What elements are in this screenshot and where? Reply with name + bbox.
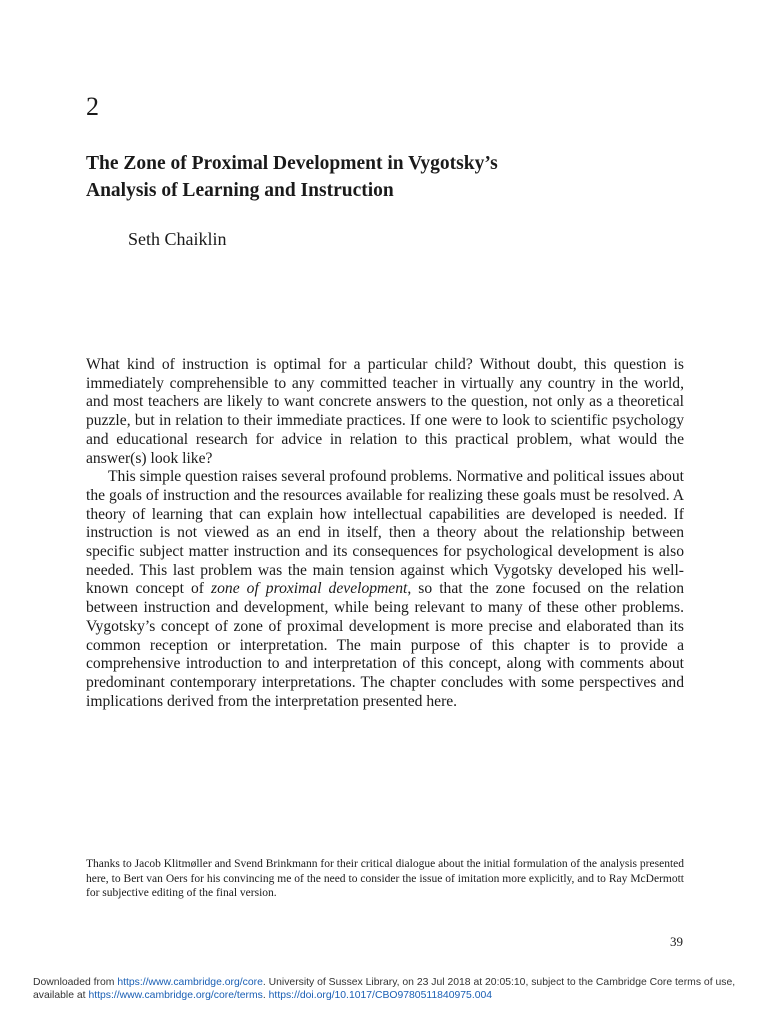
paragraph-1: What kind of instruction is optimal for a particular child? Without doubt, this question is immediately comprehensible to any committed teacher in virtually any country in the world, and most teachers are likely to want concrete answers to the question, not only as a theoretical puzzle, but in relation to their immediate practices. If one were to look to scientific psychology and educational research for advice in relation to this practical problem, what would the answer(s) look like?: [86, 356, 684, 467]
notice-middle: . University of Sussex Library, on 23 Jul 2018 at 20:05:10, subject to the Cambridge Core terms of use, available at: [33, 977, 736, 1001]
zpd-term-italic: zone of proximal development: [211, 580, 408, 598]
author-name: Seth Chaiklin: [128, 229, 227, 249]
page-number: 39: [670, 934, 683, 949]
paragraph-2: [86, 468, 684, 711]
paragraph-2-part-a: This simple question raises several profound problems. Normative and political issues about the goals of instruction and the resources available for realizing these goals must be resolved. A theory of learning that can explain how intellectual capabilities are developed is needed. If instruction is not viewed as an end in itself, then a theory about the relationship between specific subject matter instruction and its consequences for psychological development is also needed. This last problem was the main tension against which Vygotsky developed his well-known concept of: [86, 468, 684, 598]
chapter-number: 2: [86, 92, 99, 121]
paragraph-2-part-b: , so that the zone focused on the relation between instruction and development, while being relevant to many of these other problems. Vygotsky’s concept of zone of proximal development is more precise and elaborated than its common reception or interpretation. The main purpose of this chapter is to provide a comprehensive introduction to and interpretation of this concept, along with comments about predominant contemporary interpretations. The chapter concludes with some perspectives and implications derived from the interpretation presented here.: [86, 580, 685, 710]
notice-prefix: Downloaded from: [33, 977, 118, 988]
chapter-title-line-2: Analysis of Learning and Instruction: [86, 180, 394, 201]
download-notice: [33, 976, 743, 1002]
cambridge-core-link[interactable]: https://www.cambridge.org/core: [117, 977, 263, 988]
chapter-title-line-1: The Zone of Proximal Development in Vygotsky’s: [86, 153, 498, 174]
acknowledgement-footnote: Thanks to Jacob Klitmøller and Svend Brinkmann for their critical dialogue about the initial formulation of the analysis presented here, to Bert van Oers for his convincing me of the need to consider the issue of imitation more explicitly, and to Ray McDermott for subjective editing of the final version.: [86, 858, 684, 900]
body-text: [86, 356, 684, 711]
notice-separator: .: [262, 990, 269, 1001]
doi-link[interactable]: https://doi.org/10.1017/CBO9780511840975.004: [268, 990, 493, 1001]
chapter-title: [86, 150, 686, 204]
terms-link[interactable]: https://www.cambridge.org/core/terms: [88, 990, 263, 1001]
